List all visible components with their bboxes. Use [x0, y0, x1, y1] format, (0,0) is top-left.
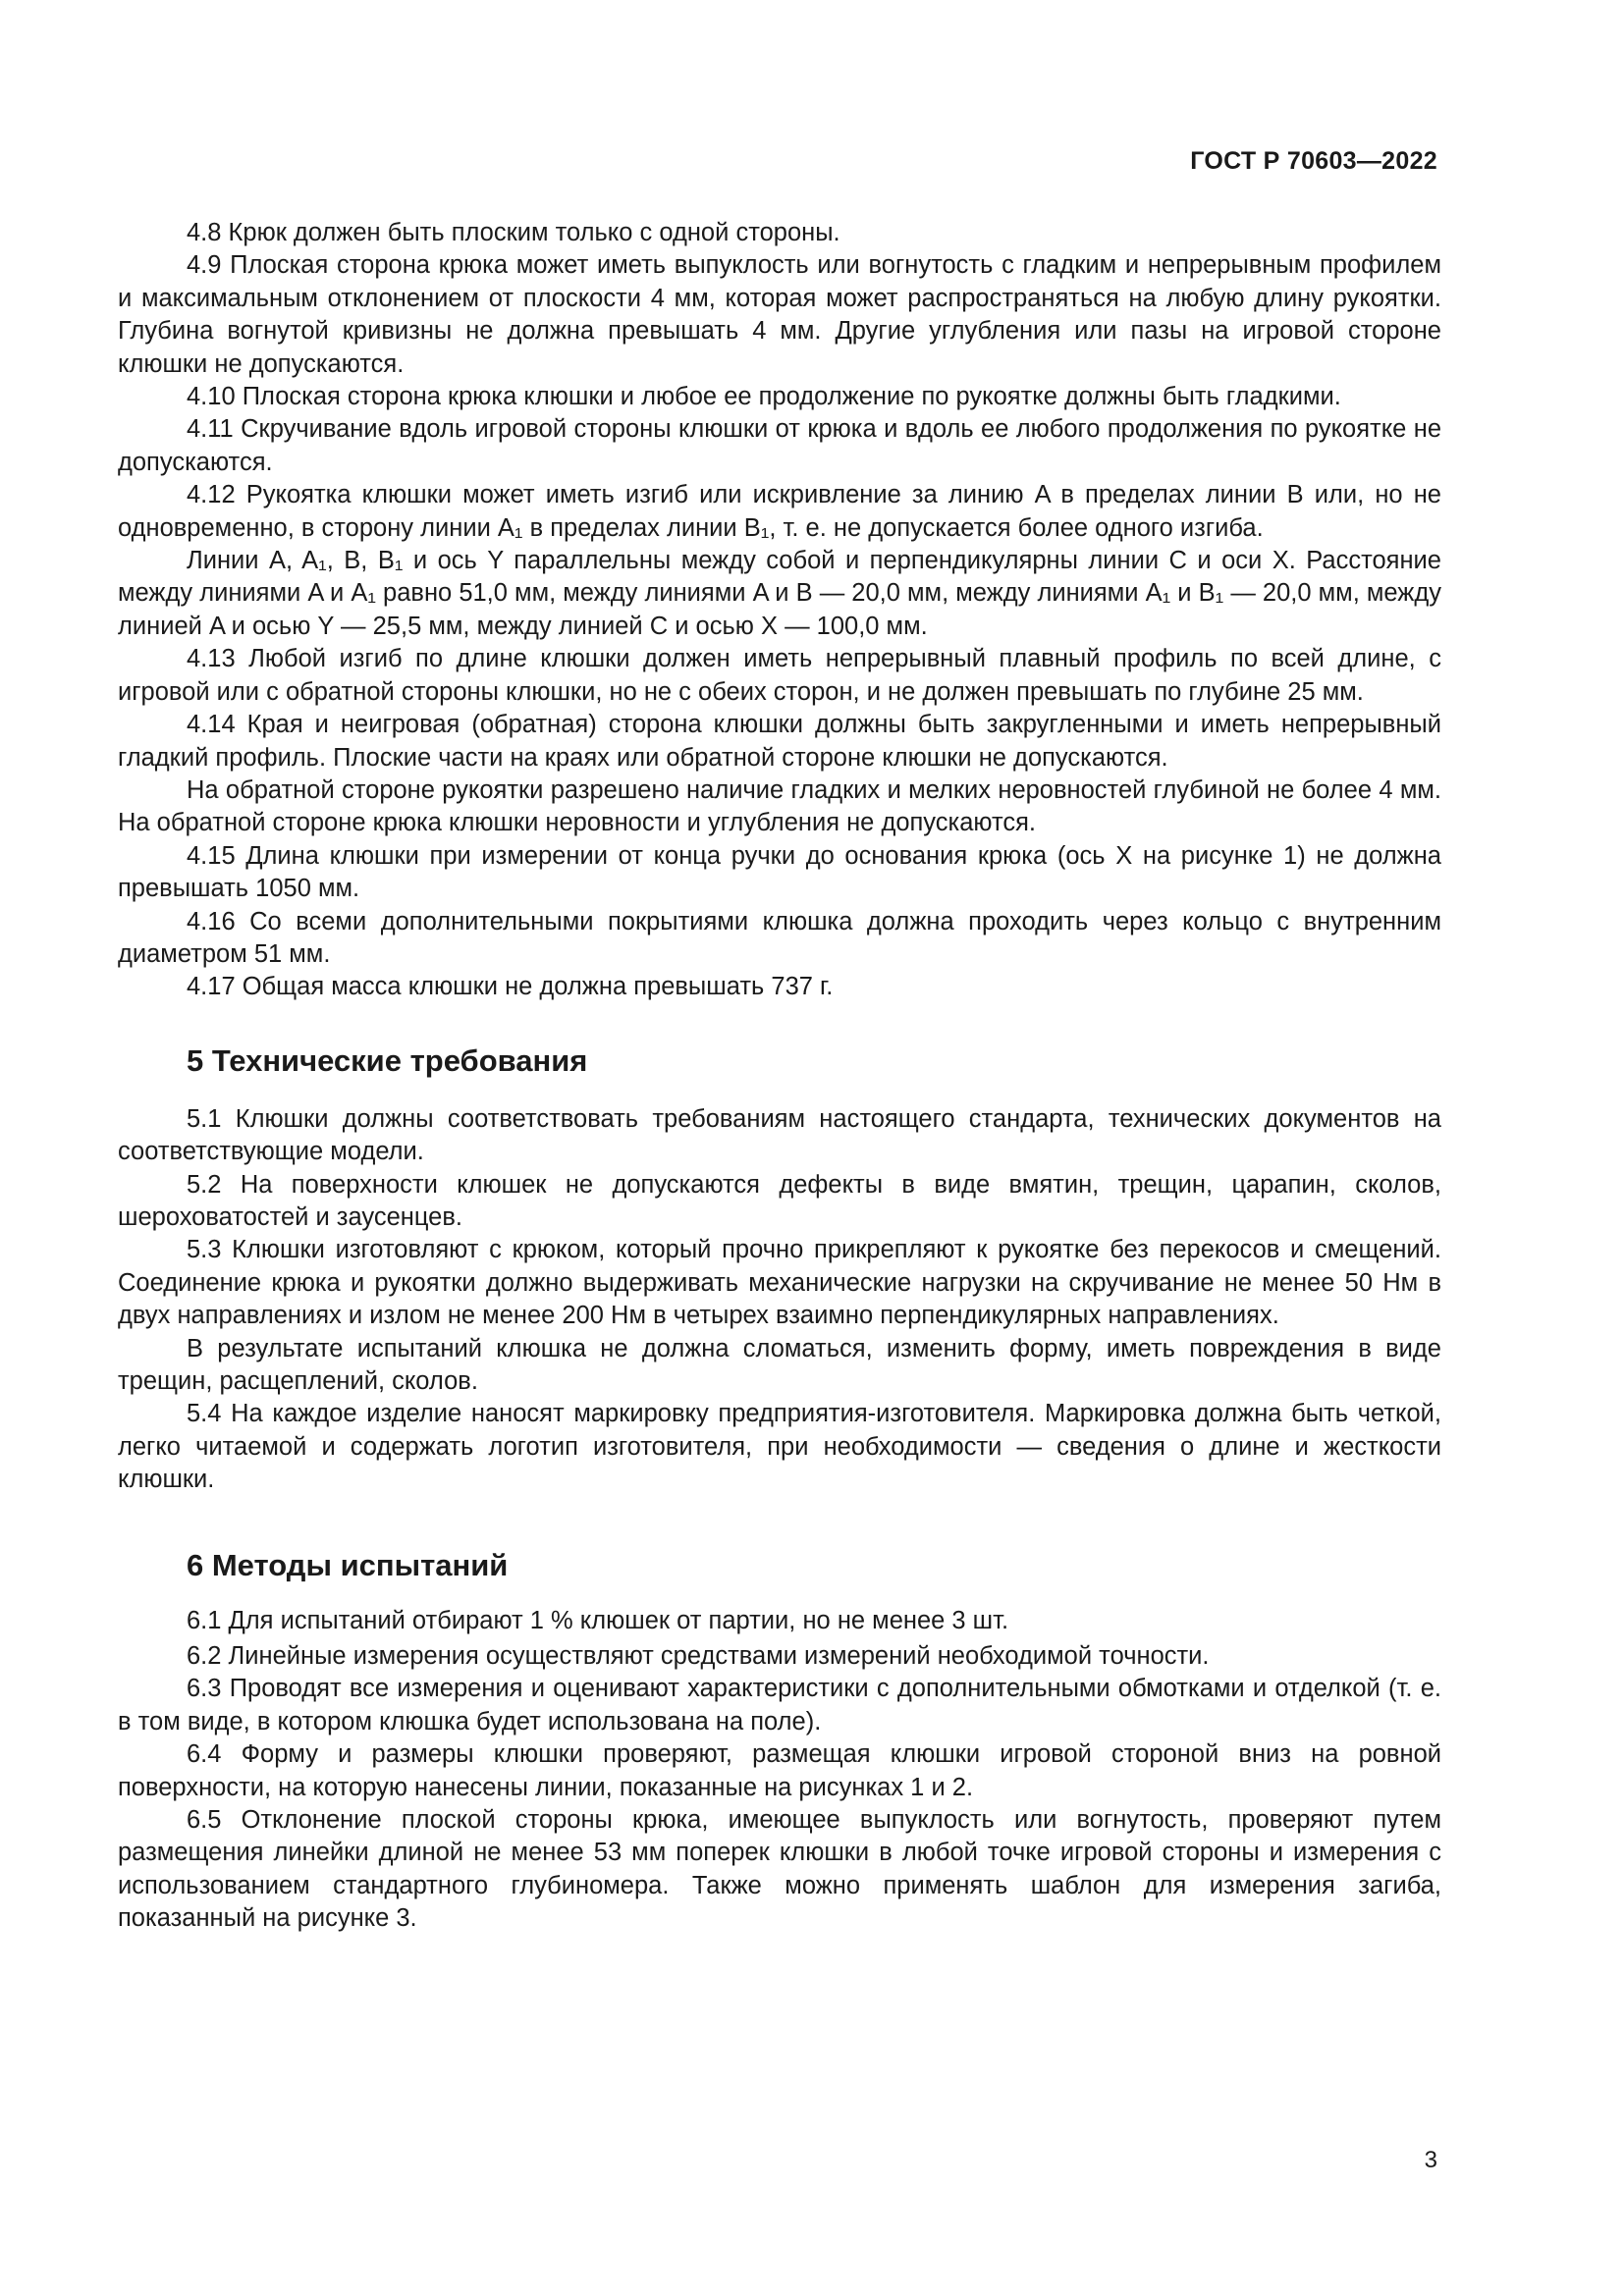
- clause-4-16: 4.16 Со всеми дополнительными покрытиями клюшка должна проходить через кольцо с внутренним диаметром 51 мм.: [118, 907, 1441, 968]
- section-5-clauses: [118, 1103, 1441, 1497]
- section-5-heading: 5 Технические требования: [187, 1042, 588, 1078]
- document-body: [118, 217, 1441, 1936]
- clause-6-3: 6.3 Проводят все измерения и оценивают характеристики с дополнительными обмотками и отделкой (т. е. в том виде, в котором клюшка будет использована на поле).: [118, 1675, 1441, 1735]
- document-id-header: ГОСТ Р 70603—2022: [1190, 147, 1437, 175]
- clause-5-3: 5.3 Клюшки изготовляют с крюком, который прочно прикрепляют к рукоятке без перекосов и смещений. Соединение крюка и рукоятки должно выдерживать механические нагрузки на скручивание не менее 50 Нм в двух направлениях и излом не менее 200 Нм в четырех взаимно перпендикулярных направлениях.: [118, 1236, 1441, 1330]
- page-number: 3: [1424, 2147, 1437, 2173]
- clause-4-12-lines-paragraph: Линии A, A₁, B, B₁ и ось Y параллельны между собой и перпендикулярны линии C и оси X. Расстояние между линиями A и A₁ равно 51,0 мм, между линиями A и B — 20,0 мм, между линиями A₁ и B₁ — 20,0 мм, между линией A и осью Y — 25,5 мм, между линией C и осью X — 100,0 мм.: [118, 547, 1441, 640]
- clause-5-3-test-result-paragraph: В результате испытаний клюшка не должна сломаться, изменить форму, иметь повреждения в виде трещин, расщеплений, сколов.: [118, 1334, 1441, 1395]
- section-4-clauses: [118, 217, 1441, 1004]
- clause-5-2: 5.2 На поверхности клюшек не допускаются дефекты в виде вмятин, трещин, царапин, сколов, шероховатостей и заусенцев.: [118, 1170, 1441, 1231]
- clause-6-4: 6.4 Форму и размеры клюшки проверяют, размещая клюшки игровой стороной вниз на ровной поверхности, на которую нанесены линии, показанные на рисунках 1 и 2.: [118, 1740, 1441, 1801]
- clause-4-12: 4.12 Рукоятка клюшки может иметь изгиб или искривление за линию A в пределах линии B или, но не одновременно, в сторону линии A₁ в пределах линии B₁, т. е. не допускается более одного изгиба.: [118, 481, 1441, 542]
- clause-4-8: 4.8 Крюк должен быть плоским только с одной стороны.: [187, 219, 840, 246]
- clause-4-10: 4.10 Плоская сторона крюка клюшки и любое ее продолжение по рукоятке должны быть гладкими.: [187, 383, 1341, 411]
- section-6-clauses: [118, 1605, 1441, 1936]
- clause-4-14-back-side-paragraph: На обратной стороне рукоятки разрешено наличие гладких и мелких неровностей глубиной не более 4 мм. На обратной стороне крюка клюшки неровности и углубления не допускаются.: [118, 775, 1441, 837]
- clause-4-9: 4.9 Плоская сторона крюка может иметь выпуклость или вогнутость с гладким и непрерывным профилем и максимальным отклонением от плоскости 4 мм, которая может распространяться на любую длину рукоятки. Глубина вогнутой кривизны не должна превышать 4 мм. Другие углубления или пазы на игровой стороне клюшки не допускаются.: [118, 251, 1441, 378]
- clause-6-2: 6.2 Линейные измерения осуществляют средствами измерений необходимой точности.: [187, 1642, 1210, 1671]
- clause-6-1: 6.1 Для испытаний отбирают 1 % клюшек от партии, но не менее 3 шт.: [187, 1606, 1009, 1634]
- clause-4-11: 4.11 Скручивание вдоль игровой стороны клюшки от крюка и вдоль ее любого продолжения по рукоятке не допускаются.: [118, 415, 1441, 476]
- clause-4-15: 4.15 Длина клюшки при измерении от конца ручки до основания крюка (ось X на рисунке 1) не должна превышать 1050 мм.: [118, 841, 1441, 903]
- clause-4-17: 4.17 Общая масса клюшки не должна превышать 737 г.: [187, 973, 834, 1001]
- clause-6-5: 6.5 Отклонение плоской стороны крюка, имеющее выпуклость или вогнутость, проверяют путем размещения линейки длиной не менее 53 мм поперек клюшки в любой точке игровой стороны и измерения с использованием стандартного глубиномера. Также можно применять шаблон для измерения загиба, показанный на рисунке 3.: [118, 1806, 1441, 1933]
- clause-5-4: 5.4 На каждое изделие наносят маркировку предприятия-изготовителя. Маркировка должна быть четкой, легко читаемой и содержать логотип изготовителя, при необходимости — сведения о длине и жесткости клюшки.: [118, 1400, 1441, 1494]
- clause-4-13: 4.13 Любой изгиб по длине клюшки должен иметь непрерывный плавный профиль по всей длине, с игровой или с обратной стороны клюшки, но не с обеих сторон, и не должен превышать по глубине 25 мм.: [118, 645, 1441, 706]
- clause-5-1: 5.1 Клюшки должны соответствовать требованиям настоящего стандарта, технических документов на соответствующие модели.: [118, 1104, 1441, 1166]
- clause-4-14: 4.14 Края и неигровая (обратная) сторона клюшки должны быть закругленными и иметь непрерывный гладкий профиль. Плоские части на краях или обратной стороне клюшки не допускаются.: [118, 711, 1441, 772]
- section-6-heading: 6 Методы испытаний: [187, 1547, 509, 1582]
